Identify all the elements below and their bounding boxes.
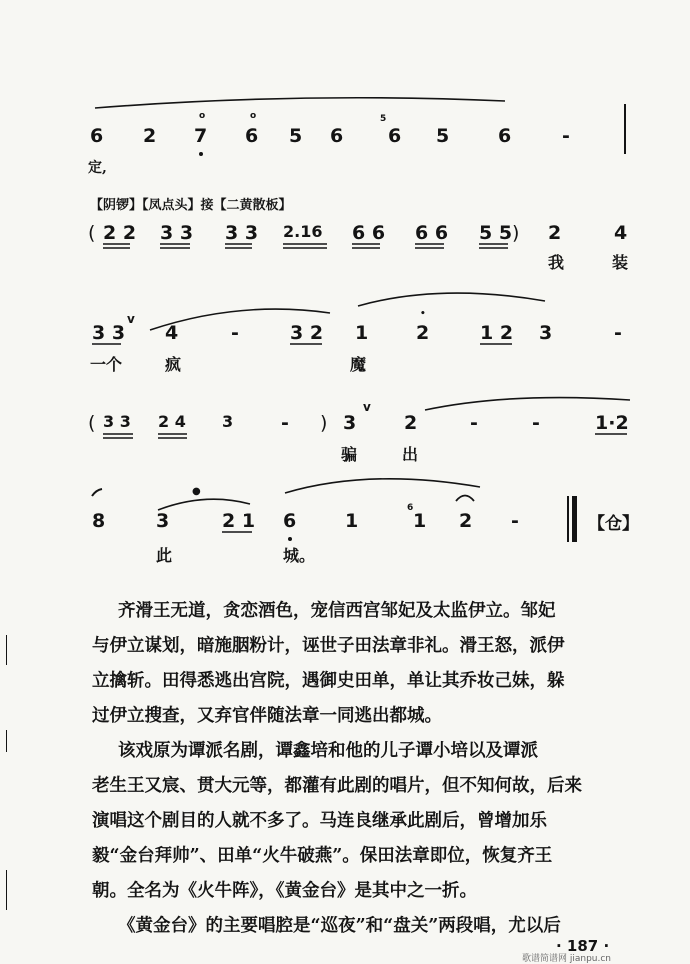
note-group: 6 6	[415, 222, 449, 244]
fermata	[456, 496, 474, 502]
note: 1	[413, 510, 427, 532]
note: 6	[498, 125, 512, 147]
note-group: 2.16	[283, 222, 323, 241]
note: 1	[355, 322, 369, 344]
paragraph-line: 演唱这个剧目的人就不多了。马连良继承此剧后，曾增加乐	[92, 811, 547, 831]
note: 6	[388, 125, 402, 147]
barline-thick	[572, 496, 577, 542]
note: 4	[614, 222, 628, 244]
note: 2	[548, 222, 562, 244]
watermark: 歌谱简谱网 jianpu.cn	[522, 954, 612, 964]
note-group: 3 3	[160, 222, 194, 244]
slur-line5-c	[285, 479, 480, 493]
ornament-mark: ●	[192, 486, 201, 497]
dash: -	[470, 412, 478, 434]
note: 6	[330, 125, 344, 147]
note: 5	[289, 125, 303, 147]
note: 4	[165, 322, 179, 344]
high-dot-mark: o	[250, 111, 257, 121]
paren: )	[512, 222, 520, 244]
note: 8	[92, 510, 106, 532]
margin-mark	[6, 870, 7, 910]
note-group: 3 2	[290, 322, 324, 344]
note: 6	[283, 510, 297, 532]
note: 3	[343, 412, 357, 434]
low-dot	[288, 537, 292, 541]
paragraph-line: 与伊立谋划，暗施胭粉计，诬世子田法章非礼。滑王怒，派伊	[92, 636, 565, 656]
slur-line4	[425, 398, 630, 410]
note: 6	[245, 125, 259, 147]
barline	[624, 104, 626, 154]
note-group: 3 3	[92, 322, 126, 344]
note-group: 2 2	[103, 222, 137, 244]
paragraph-line: 毅“金台拜帅”、田单“火牛破燕”。保田法章即位，恢复齐王	[92, 846, 553, 866]
underlines-line2	[103, 244, 508, 248]
lyric: 定,	[88, 160, 107, 176]
slur-line5-a	[92, 489, 102, 496]
breath-mark: v	[363, 400, 371, 414]
note-group: 2 1	[222, 510, 256, 532]
paragraph-line: 过伊立搜查，又弃官伴随法章一同逃出都城。	[92, 706, 442, 726]
slur-line1	[95, 98, 505, 108]
high-dot-mark: o	[199, 111, 206, 121]
margin-mark	[6, 635, 7, 665]
margin-mark	[6, 730, 7, 752]
note: 1	[345, 510, 359, 532]
underlines-line4	[103, 434, 627, 438]
note-group: 3 3	[225, 222, 259, 244]
note: 2	[143, 125, 157, 147]
lyric: 城。	[283, 546, 316, 565]
note: 7	[194, 125, 208, 147]
section-label: 【阴锣】【凤点头】接【二黄散板】	[90, 198, 292, 213]
note-group: 1 2	[480, 322, 514, 344]
dash: -	[281, 412, 289, 434]
lyric: 我	[548, 253, 565, 272]
dash: -	[231, 322, 239, 344]
slur-line3-b	[358, 293, 545, 306]
note: 6	[90, 125, 104, 147]
dash: -	[532, 412, 540, 434]
paren: (	[88, 222, 96, 244]
paragraph-line: 齐滑王无道，贪恋酒色，宠信西宫邹妃及太监伊立。邹妃	[118, 601, 556, 621]
high-dot-mark: •	[420, 309, 426, 319]
breath-mark: v	[127, 312, 135, 326]
slur-line5-b	[158, 499, 250, 510]
dash: -	[562, 125, 570, 147]
paragraph-line: 老生王又宸、贯大元等，都灌有此剧的唱片，但不知何故，后来	[92, 776, 582, 796]
lyric: 疯	[165, 355, 182, 374]
lyric: 此	[156, 546, 173, 565]
note-group: 1·2	[595, 412, 629, 434]
paragraph-line: 《黄金台》的主要唱腔是“巡夜”和“盘关”两段唱，尤以后	[118, 916, 561, 936]
note: 5	[436, 125, 450, 147]
grace-note: 5	[380, 114, 387, 124]
note: 3	[222, 412, 234, 431]
paragraph-line: 立擒斩。田得悉逃出宫院，遇御史田单，单让其乔妆己妹，躲	[92, 671, 565, 691]
dash: -	[614, 322, 622, 344]
note: 2	[459, 510, 473, 532]
lyric: 一个	[90, 355, 123, 374]
page-number: · 187 ·	[556, 937, 610, 955]
lyric: 魔	[350, 355, 367, 374]
note-group: 2 4	[158, 412, 186, 431]
note-group: 6 6	[352, 222, 386, 244]
lyric: 骗	[341, 445, 358, 464]
paren: )	[320, 412, 328, 434]
paragraph-line: 该戏原为谭派名剧，谭鑫培和他的儿子谭小培以及谭派	[118, 741, 538, 761]
low-dot	[199, 152, 203, 156]
barline-thin	[567, 496, 569, 542]
note-group: 3 3	[103, 412, 131, 431]
grace-note: 6	[407, 503, 414, 513]
note: 3	[539, 322, 553, 344]
note: 2	[404, 412, 418, 434]
lyric: 出	[402, 445, 419, 464]
note: 3	[156, 510, 170, 532]
dash: -	[511, 510, 519, 532]
paren: (	[88, 412, 96, 434]
lyric: 装	[612, 253, 629, 272]
percussion-bracket: 【仓】	[588, 514, 639, 534]
paragraph-line: 朝。全名为《火牛阵》，《黄金台》是其中之一折。	[92, 881, 477, 901]
note: 2	[416, 322, 430, 344]
note-group: 5 5	[479, 222, 513, 244]
